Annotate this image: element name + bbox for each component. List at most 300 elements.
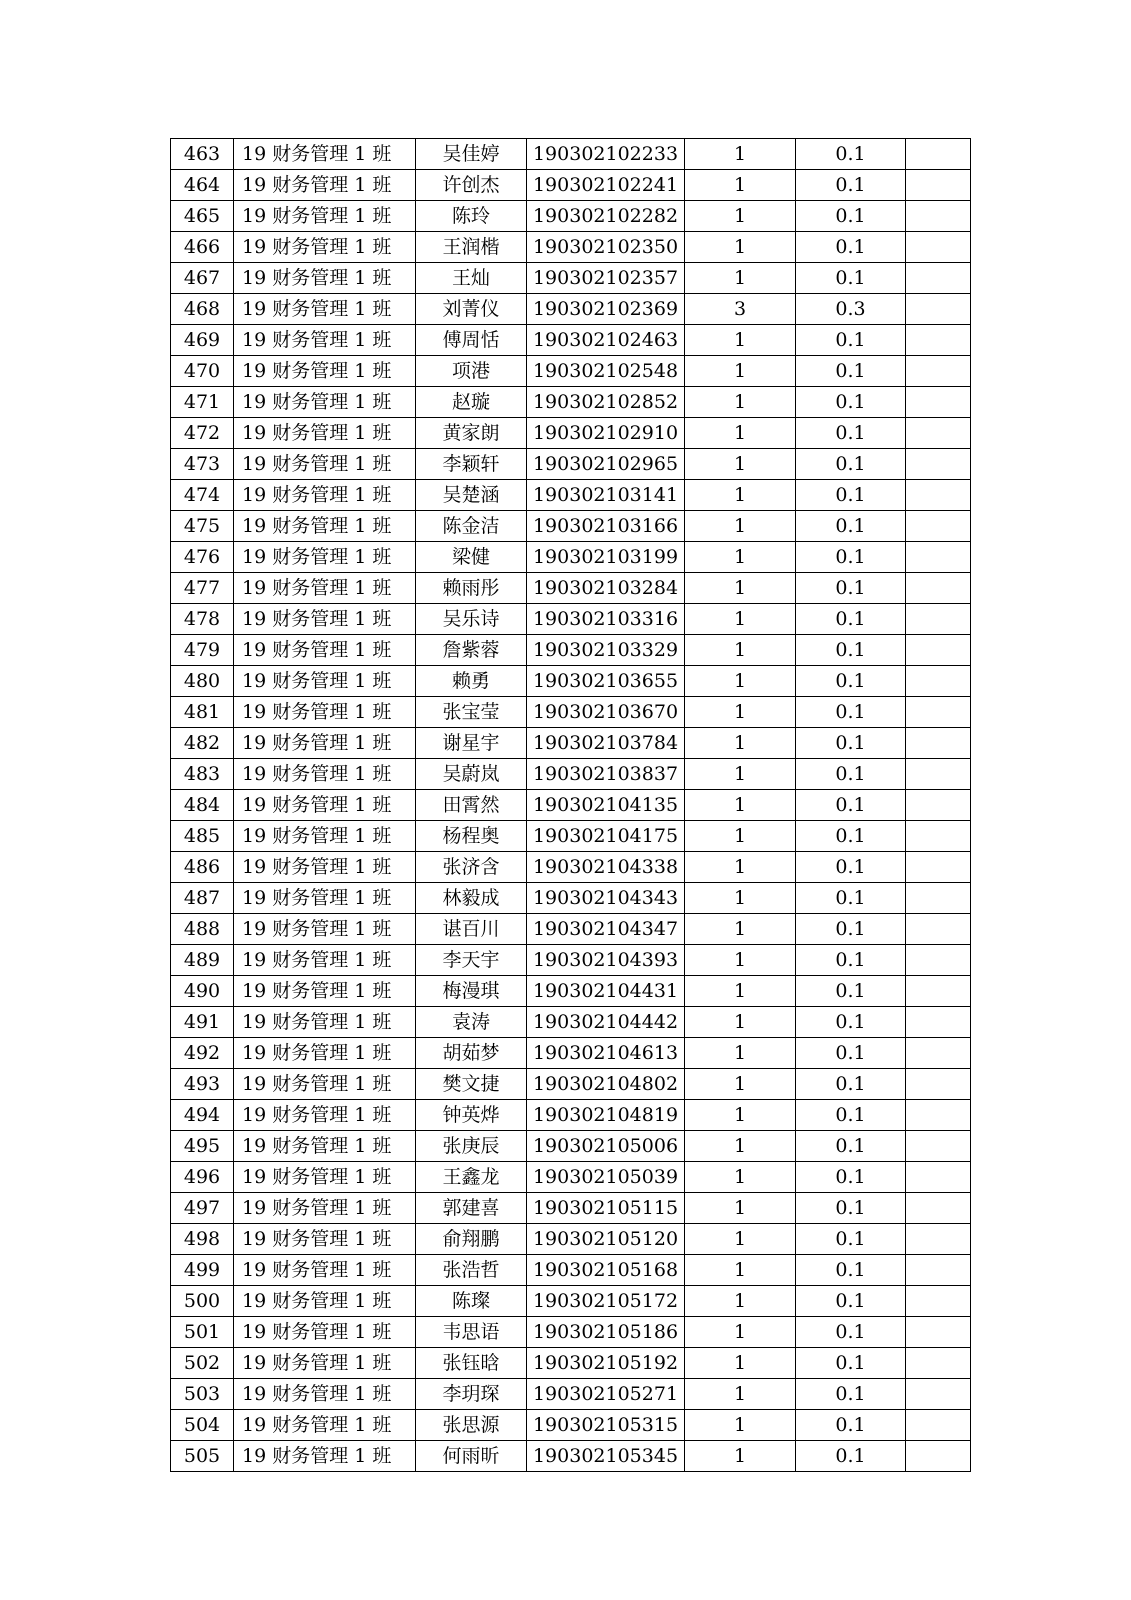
class-cell: 19 财务管理 1 班 (234, 511, 416, 542)
table-row (171, 418, 971, 449)
table-row (171, 790, 971, 821)
table-row (171, 449, 971, 480)
score-cell: 0.1 (796, 573, 906, 604)
student-id-cell: 190302104175 (527, 821, 685, 852)
remark-cell (906, 139, 971, 170)
row-number-cell: 467 (171, 263, 234, 294)
student-name-cell: 梁健 (416, 542, 527, 573)
count-cell: 1 (685, 1069, 796, 1100)
count-cell: 1 (685, 883, 796, 914)
student-id-cell: 190302103166 (527, 511, 685, 542)
class-cell: 19 财务管理 1 班 (234, 1255, 416, 1286)
remark-cell (906, 1379, 971, 1410)
score-cell: 0.1 (796, 1193, 906, 1224)
score-cell: 0.1 (796, 666, 906, 697)
score-cell: 0.1 (796, 325, 906, 356)
remark-cell (906, 1069, 971, 1100)
student-name-cell: 李天宇 (416, 945, 527, 976)
student-id-cell: 190302102241 (527, 170, 685, 201)
table-row (171, 1379, 971, 1410)
score-cell: 0.1 (796, 232, 906, 263)
student-name-cell: 张钰晗 (416, 1348, 527, 1379)
table-row (171, 1007, 971, 1038)
class-cell: 19 财务管理 1 班 (234, 1100, 416, 1131)
student-name-cell: 王鑫龙 (416, 1162, 527, 1193)
student-name-cell: 梅漫琪 (416, 976, 527, 1007)
class-cell: 19 财务管理 1 班 (234, 294, 416, 325)
student-id-cell: 190302105172 (527, 1286, 685, 1317)
class-cell: 19 财务管理 1 班 (234, 852, 416, 883)
student-name-cell: 吴蔚岚 (416, 759, 527, 790)
student-id-cell: 190302104442 (527, 1007, 685, 1038)
table-row (171, 356, 971, 387)
student-id-cell: 190302102350 (527, 232, 685, 263)
table-row (171, 387, 971, 418)
table-row (171, 170, 971, 201)
class-cell: 19 财务管理 1 班 (234, 1162, 416, 1193)
remark-cell (906, 728, 971, 759)
class-cell: 19 财务管理 1 班 (234, 201, 416, 232)
table-row (171, 1069, 971, 1100)
student-name-cell: 刘菁仪 (416, 294, 527, 325)
remark-cell (906, 1162, 971, 1193)
student-id-cell: 190302102357 (527, 263, 685, 294)
student-name-cell: 吴楚涵 (416, 480, 527, 511)
count-cell: 1 (685, 232, 796, 263)
score-cell: 0.1 (796, 418, 906, 449)
student-name-cell: 韦思语 (416, 1317, 527, 1348)
row-number-cell: 475 (171, 511, 234, 542)
student-name-cell: 谌百川 (416, 914, 527, 945)
student-name-cell: 张浩哲 (416, 1255, 527, 1286)
class-cell: 19 财务管理 1 班 (234, 1348, 416, 1379)
student-id-cell: 190302103670 (527, 697, 685, 728)
remark-cell (906, 511, 971, 542)
student-id-cell: 190302102463 (527, 325, 685, 356)
row-number-cell: 466 (171, 232, 234, 263)
table-row (171, 604, 971, 635)
remark-cell (906, 449, 971, 480)
student-id-cell: 190302105345 (527, 1441, 685, 1472)
remark-cell (906, 1007, 971, 1038)
score-cell: 0.3 (796, 294, 906, 325)
table-row (171, 697, 971, 728)
class-cell: 19 财务管理 1 班 (234, 1131, 416, 1162)
student-id-cell: 190302103655 (527, 666, 685, 697)
count-cell: 1 (685, 573, 796, 604)
student-name-cell: 田霄然 (416, 790, 527, 821)
score-cell: 0.1 (796, 790, 906, 821)
score-cell: 0.1 (796, 1224, 906, 1255)
row-number-cell: 479 (171, 635, 234, 666)
student-name-cell: 胡茹梦 (416, 1038, 527, 1069)
count-cell: 1 (685, 852, 796, 883)
row-number-cell: 480 (171, 666, 234, 697)
class-cell: 19 财务管理 1 班 (234, 170, 416, 201)
count-cell: 1 (685, 170, 796, 201)
student-name-cell: 黄家朗 (416, 418, 527, 449)
class-cell: 19 财务管理 1 班 (234, 914, 416, 945)
score-cell: 0.1 (796, 480, 906, 511)
student-name-cell: 俞翔鹏 (416, 1224, 527, 1255)
count-cell: 3 (685, 294, 796, 325)
row-number-cell: 504 (171, 1410, 234, 1441)
student-id-cell: 190302105271 (527, 1379, 685, 1410)
remark-cell (906, 232, 971, 263)
class-cell: 19 财务管理 1 班 (234, 666, 416, 697)
class-cell: 19 财务管理 1 班 (234, 1441, 416, 1472)
student-name-cell: 王润楷 (416, 232, 527, 263)
score-cell: 0.1 (796, 1317, 906, 1348)
class-cell: 19 财务管理 1 班 (234, 883, 416, 914)
student-name-cell: 樊文捷 (416, 1069, 527, 1100)
count-cell: 1 (685, 1038, 796, 1069)
row-number-cell: 500 (171, 1286, 234, 1317)
student-name-cell: 张济含 (416, 852, 527, 883)
class-cell: 19 财务管理 1 班 (234, 790, 416, 821)
count-cell: 1 (685, 449, 796, 480)
student-name-cell: 钟英烨 (416, 1100, 527, 1131)
score-cell: 0.1 (796, 170, 906, 201)
remark-cell (906, 697, 971, 728)
student-id-cell: 190302102965 (527, 449, 685, 480)
student-id-cell: 190302104802 (527, 1069, 685, 1100)
row-number-cell: 472 (171, 418, 234, 449)
remark-cell (906, 1317, 971, 1348)
class-cell: 19 财务管理 1 班 (234, 1379, 416, 1410)
table-row (171, 1193, 971, 1224)
count-cell: 1 (685, 790, 796, 821)
score-cell: 0.1 (796, 201, 906, 232)
count-cell: 1 (685, 1162, 796, 1193)
student-name-cell: 陈璨 (416, 1286, 527, 1317)
student-id-cell: 190302104819 (527, 1100, 685, 1131)
remark-cell (906, 542, 971, 573)
class-cell: 19 财务管理 1 班 (234, 449, 416, 480)
table-row (171, 1255, 971, 1286)
class-cell: 19 财务管理 1 班 (234, 697, 416, 728)
row-number-cell: 471 (171, 387, 234, 418)
student-id-cell: 190302105192 (527, 1348, 685, 1379)
remark-cell (906, 883, 971, 914)
table-row (171, 1162, 971, 1193)
student-id-cell: 190302104431 (527, 976, 685, 1007)
row-number-cell: 478 (171, 604, 234, 635)
row-number-cell: 498 (171, 1224, 234, 1255)
count-cell: 1 (685, 511, 796, 542)
count-cell: 1 (685, 1286, 796, 1317)
score-cell: 0.1 (796, 821, 906, 852)
student-id-cell: 190302103837 (527, 759, 685, 790)
score-cell: 0.1 (796, 945, 906, 976)
table-row (171, 542, 971, 573)
remark-cell (906, 759, 971, 790)
remark-cell (906, 1100, 971, 1131)
student-id-cell: 190302102548 (527, 356, 685, 387)
table-row (171, 139, 971, 170)
class-cell: 19 财务管理 1 班 (234, 387, 416, 418)
row-number-cell: 481 (171, 697, 234, 728)
class-cell: 19 财务管理 1 班 (234, 1286, 416, 1317)
score-cell: 0.1 (796, 1379, 906, 1410)
student-name-cell: 陈金洁 (416, 511, 527, 542)
student-name-cell: 吴乐诗 (416, 604, 527, 635)
remark-cell (906, 821, 971, 852)
table-row (171, 1348, 971, 1379)
count-cell: 1 (685, 914, 796, 945)
row-number-cell: 477 (171, 573, 234, 604)
row-number-cell: 474 (171, 480, 234, 511)
class-cell: 19 财务管理 1 班 (234, 573, 416, 604)
count-cell: 1 (685, 1193, 796, 1224)
table-row (171, 1441, 971, 1472)
student-id-cell: 190302105120 (527, 1224, 685, 1255)
row-number-cell: 489 (171, 945, 234, 976)
remark-cell (906, 480, 971, 511)
remark-cell (906, 1193, 971, 1224)
table-row (171, 1410, 971, 1441)
table-row (171, 976, 971, 1007)
student-name-cell: 袁涛 (416, 1007, 527, 1038)
row-number-cell: 487 (171, 883, 234, 914)
student-id-cell: 190302105039 (527, 1162, 685, 1193)
count-cell: 1 (685, 821, 796, 852)
student-name-cell: 张庚辰 (416, 1131, 527, 1162)
remark-cell (906, 170, 971, 201)
table-row (171, 511, 971, 542)
count-cell: 1 (685, 666, 796, 697)
student-id-cell: 190302105006 (527, 1131, 685, 1162)
count-cell: 1 (685, 945, 796, 976)
score-cell: 0.1 (796, 1162, 906, 1193)
table-row (171, 759, 971, 790)
class-cell: 19 财务管理 1 班 (234, 604, 416, 635)
student-name-cell: 李颖轩 (416, 449, 527, 480)
remark-cell (906, 263, 971, 294)
count-cell: 1 (685, 697, 796, 728)
count-cell: 1 (685, 1224, 796, 1255)
class-cell: 19 财务管理 1 班 (234, 1193, 416, 1224)
count-cell: 1 (685, 1100, 796, 1131)
table-row (171, 1317, 971, 1348)
count-cell: 1 (685, 387, 796, 418)
class-cell: 19 财务管理 1 班 (234, 1038, 416, 1069)
count-cell: 1 (685, 201, 796, 232)
remark-cell (906, 1224, 971, 1255)
table-row (171, 232, 971, 263)
count-cell: 1 (685, 1255, 796, 1286)
table-row (171, 945, 971, 976)
score-cell: 0.1 (796, 1441, 906, 1472)
remark-cell (906, 1131, 971, 1162)
class-cell: 19 财务管理 1 班 (234, 139, 416, 170)
row-number-cell: 503 (171, 1379, 234, 1410)
student-id-cell: 190302104338 (527, 852, 685, 883)
count-cell: 1 (685, 728, 796, 759)
row-number-cell: 485 (171, 821, 234, 852)
score-cell: 0.1 (796, 914, 906, 945)
student-name-cell: 赖雨彤 (416, 573, 527, 604)
score-cell: 0.1 (796, 542, 906, 573)
row-number-cell: 470 (171, 356, 234, 387)
count-cell: 1 (685, 976, 796, 1007)
score-cell: 0.1 (796, 139, 906, 170)
table-row (171, 666, 971, 697)
student-name-cell: 吴佳婷 (416, 139, 527, 170)
score-cell: 0.1 (796, 1100, 906, 1131)
class-cell: 19 财务管理 1 班 (234, 542, 416, 573)
student-id-cell: 190302104135 (527, 790, 685, 821)
score-cell: 0.1 (796, 1410, 906, 1441)
remark-cell (906, 1410, 971, 1441)
row-number-cell: 468 (171, 294, 234, 325)
score-cell: 0.1 (796, 1286, 906, 1317)
remark-cell (906, 356, 971, 387)
student-id-cell: 190302105315 (527, 1410, 685, 1441)
remark-cell (906, 604, 971, 635)
student-id-cell: 190302105115 (527, 1193, 685, 1224)
class-cell: 19 财务管理 1 班 (234, 356, 416, 387)
student-name-cell: 陈玲 (416, 201, 527, 232)
score-cell: 0.1 (796, 635, 906, 666)
table-row (171, 480, 971, 511)
student-id-cell: 190302102910 (527, 418, 685, 449)
table-row (171, 821, 971, 852)
count-cell: 1 (685, 1441, 796, 1472)
table-row (171, 573, 971, 604)
student-name-cell: 王灿 (416, 263, 527, 294)
remark-cell (906, 325, 971, 356)
score-cell: 0.1 (796, 604, 906, 635)
table-row (171, 728, 971, 759)
count-cell: 1 (685, 1348, 796, 1379)
score-cell: 0.1 (796, 263, 906, 294)
class-cell: 19 财务管理 1 班 (234, 325, 416, 356)
class-cell: 19 财务管理 1 班 (234, 1069, 416, 1100)
student-name-cell: 许创杰 (416, 170, 527, 201)
remark-cell (906, 294, 971, 325)
student-id-cell: 190302104343 (527, 883, 685, 914)
class-cell: 19 财务管理 1 班 (234, 759, 416, 790)
table-row (171, 1131, 971, 1162)
row-number-cell: 501 (171, 1317, 234, 1348)
row-number-cell: 465 (171, 201, 234, 232)
remark-cell (906, 666, 971, 697)
row-number-cell: 499 (171, 1255, 234, 1286)
remark-cell (906, 1038, 971, 1069)
table-row (171, 294, 971, 325)
student-name-cell: 项港 (416, 356, 527, 387)
score-cell: 0.1 (796, 1255, 906, 1286)
student-id-cell: 190302103784 (527, 728, 685, 759)
count-cell: 1 (685, 1317, 796, 1348)
student-id-cell: 190302103199 (527, 542, 685, 573)
table-row (171, 1100, 971, 1131)
student-id-cell: 190302104613 (527, 1038, 685, 1069)
row-number-cell: 502 (171, 1348, 234, 1379)
student-id-cell: 190302103284 (527, 573, 685, 604)
remark-cell (906, 573, 971, 604)
student-id-cell: 190302102233 (527, 139, 685, 170)
student-roster-table (170, 138, 971, 1472)
remark-cell (906, 418, 971, 449)
table-row (171, 1286, 971, 1317)
remark-cell (906, 1286, 971, 1317)
score-cell: 0.1 (796, 697, 906, 728)
row-number-cell: 492 (171, 1038, 234, 1069)
remark-cell (906, 914, 971, 945)
remark-cell (906, 790, 971, 821)
row-number-cell: 495 (171, 1131, 234, 1162)
score-cell: 0.1 (796, 387, 906, 418)
score-cell: 0.1 (796, 1038, 906, 1069)
table-row (171, 325, 971, 356)
row-number-cell: 483 (171, 759, 234, 790)
count-cell: 1 (685, 263, 796, 294)
student-name-cell: 杨程奥 (416, 821, 527, 852)
row-number-cell: 482 (171, 728, 234, 759)
row-number-cell: 463 (171, 139, 234, 170)
count-cell: 1 (685, 635, 796, 666)
remark-cell (906, 1348, 971, 1379)
student-id-cell: 190302104347 (527, 914, 685, 945)
row-number-cell: 505 (171, 1441, 234, 1472)
student-name-cell: 林毅成 (416, 883, 527, 914)
class-cell: 19 财务管理 1 班 (234, 945, 416, 976)
score-cell: 0.1 (796, 976, 906, 1007)
table-row (171, 914, 971, 945)
class-cell: 19 财务管理 1 班 (234, 480, 416, 511)
student-id-cell: 190302105186 (527, 1317, 685, 1348)
table-row (171, 883, 971, 914)
student-id-cell: 190302103329 (527, 635, 685, 666)
student-id-cell: 190302104393 (527, 945, 685, 976)
row-number-cell: 486 (171, 852, 234, 883)
score-cell: 0.1 (796, 1131, 906, 1162)
count-cell: 1 (685, 418, 796, 449)
score-cell: 0.1 (796, 1348, 906, 1379)
student-name-cell: 赵璇 (416, 387, 527, 418)
row-number-cell: 464 (171, 170, 234, 201)
score-cell: 0.1 (796, 449, 906, 480)
score-cell: 0.1 (796, 852, 906, 883)
score-cell: 0.1 (796, 356, 906, 387)
student-name-cell: 何雨昕 (416, 1441, 527, 1472)
remark-cell (906, 945, 971, 976)
table-row (171, 635, 971, 666)
roster-body (171, 139, 971, 1472)
count-cell: 1 (685, 356, 796, 387)
remark-cell (906, 387, 971, 418)
student-id-cell: 190302102282 (527, 201, 685, 232)
remark-cell (906, 976, 971, 1007)
score-cell: 0.1 (796, 883, 906, 914)
count-cell: 1 (685, 759, 796, 790)
row-number-cell: 488 (171, 914, 234, 945)
row-number-cell: 494 (171, 1100, 234, 1131)
remark-cell (906, 1255, 971, 1286)
table-row (171, 1038, 971, 1069)
score-cell: 0.1 (796, 728, 906, 759)
class-cell: 19 财务管理 1 班 (234, 635, 416, 666)
class-cell: 19 财务管理 1 班 (234, 976, 416, 1007)
student-id-cell: 190302103141 (527, 480, 685, 511)
count-cell: 1 (685, 480, 796, 511)
student-name-cell: 郭建喜 (416, 1193, 527, 1224)
row-number-cell: 493 (171, 1069, 234, 1100)
row-number-cell: 473 (171, 449, 234, 480)
student-name-cell: 赖勇 (416, 666, 527, 697)
